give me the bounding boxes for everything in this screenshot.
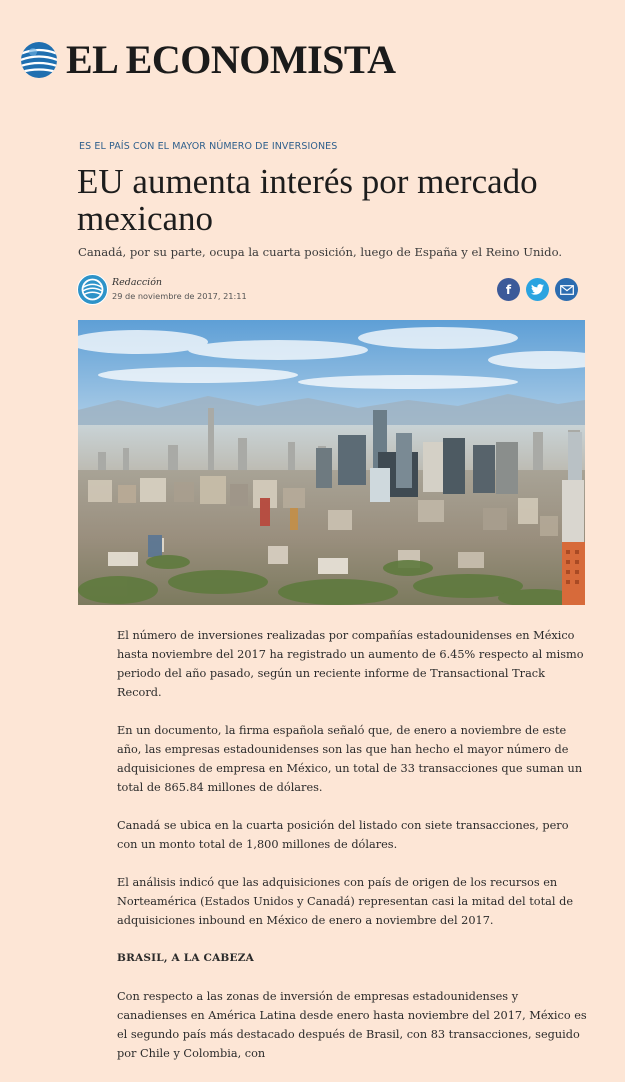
article-headline: EU aumenta interés por mercado mexicano bbox=[77, 162, 538, 238]
facebook-share-button[interactable] bbox=[497, 278, 520, 301]
article-paragraph: Con respecto a las zonas de inversión de empresas estadounidenses y canadienses en América Latina desde enero hasta noviembre del 2017, México es el segundo país más destacado después de Brasil, con 83 transacciones, seguido por Chile y Colombia, con bbox=[117, 990, 587, 1060]
article-paragraph: Canadá se ubica en la cuarta posición del listado con siete transacciones, pero con un monto total de 1,800 millones de dólares. bbox=[117, 819, 569, 851]
masthead[interactable] bbox=[20, 38, 396, 82]
hero-image-mexico-city-skyline bbox=[78, 320, 585, 605]
article-paragraph: El número de inversiones realizadas por compañías estadounidenses en México hasta noviembre del 2017 ha registrado un aumento de 6.45% respecto al mismo periodo del año pasado, según un reciente informe de Transactional Track Record. bbox=[117, 629, 584, 699]
publish-date: 29 de noviembre de 2017, 21:11 bbox=[112, 291, 247, 301]
article-subheading: BRASIL, A LA CABEZA bbox=[117, 952, 254, 964]
author-avatar[interactable] bbox=[77, 274, 108, 305]
author-avatar-icon bbox=[81, 278, 104, 301]
facebook-icon: f bbox=[505, 282, 512, 297]
byline bbox=[77, 274, 247, 305]
globe-logo-icon bbox=[20, 41, 58, 79]
email-share-button[interactable] bbox=[555, 278, 578, 301]
author-name[interactable]: Redacción bbox=[112, 277, 163, 288]
article-body bbox=[117, 626, 587, 1082]
twitter-icon bbox=[531, 284, 544, 295]
city-skyline-illustration bbox=[78, 320, 585, 605]
article-paragraph: En un documento, la firma española señaló que, de enero a noviembre de este año, las empresas estadounidenses son las que han hecho el mayor número de adquisiciones de empresa en México, un total de 33 transacciones que suman un total de 865.84 millones de dólares. bbox=[117, 724, 583, 794]
masthead-title: EL ECONOMISTA bbox=[66, 37, 396, 82]
article-paragraph: El análisis indicó que las adquisiciones con país de origen de los recursos en Norteamérica (Estados Unidos y Canadá) representan casi la mitad del total de adquisiciones inbound en México de enero a noviembre del 2017. bbox=[117, 876, 574, 927]
article-deck: Canadá, por su parte, ocupa la cuarta posición, luego de España y el Reino Unido. bbox=[78, 245, 563, 259]
share-buttons bbox=[497, 278, 578, 301]
twitter-share-button[interactable] bbox=[526, 278, 549, 301]
article-kicker: ES EL PAÍS CON EL MAYOR NÚMERO DE INVERSIONES bbox=[79, 141, 338, 152]
email-icon bbox=[560, 285, 574, 295]
